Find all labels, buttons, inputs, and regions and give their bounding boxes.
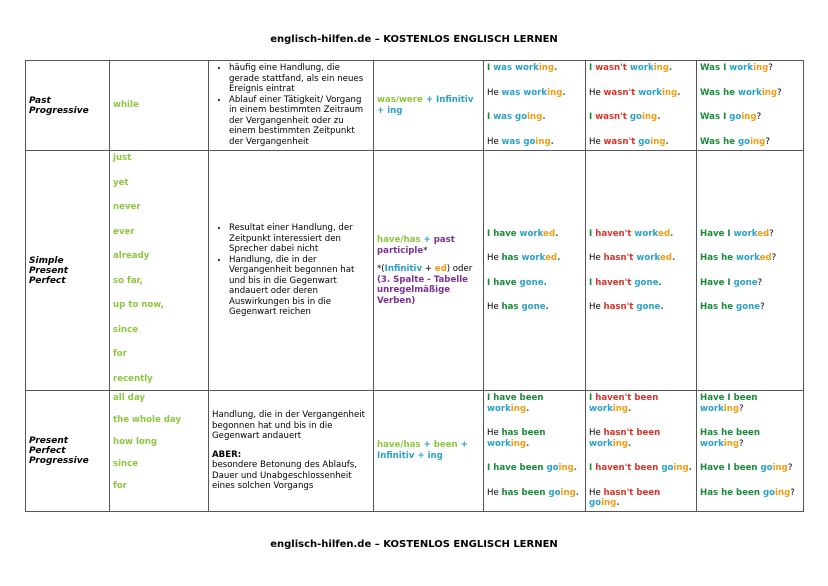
text-segment: work bbox=[629, 63, 654, 73]
text-segment: I bbox=[487, 112, 494, 122]
text-segment: He bbox=[487, 487, 502, 498]
text-segment: . bbox=[550, 136, 554, 147]
text-segment: ing bbox=[612, 438, 629, 449]
text-segment: He bbox=[589, 302, 604, 312]
example-sentence bbox=[700, 488, 800, 499]
text-segment: was go bbox=[501, 136, 536, 147]
tense-name: Past Progressive bbox=[26, 61, 110, 151]
text-segment: was/were bbox=[377, 95, 423, 105]
text-segment: . bbox=[526, 403, 530, 414]
text-segment: go bbox=[729, 112, 742, 122]
text-segment: gone bbox=[736, 302, 761, 312]
tense-name: Present Perfect Progressive bbox=[26, 391, 110, 512]
example-sentence bbox=[700, 302, 800, 313]
text-segment: ing bbox=[772, 463, 788, 473]
text-segment: He bbox=[487, 253, 502, 263]
text-segment: hasn't been bbox=[603, 487, 661, 498]
example-sentence bbox=[487, 278, 582, 289]
example-sentence bbox=[589, 137, 693, 148]
text-segment: He bbox=[487, 428, 502, 438]
text-segment: He bbox=[589, 487, 604, 498]
question-examples bbox=[697, 151, 804, 391]
text-segment: + bbox=[422, 95, 437, 105]
text-segment: hasn't bbox=[603, 253, 637, 263]
signal-words bbox=[110, 61, 209, 151]
text-segment: + bbox=[420, 440, 434, 451]
text-segment: . bbox=[575, 487, 579, 498]
text-segment: . bbox=[562, 87, 566, 98]
signal-word: just bbox=[113, 153, 132, 163]
question-examples bbox=[697, 61, 804, 151]
text-segment: ing bbox=[661, 87, 678, 98]
text-segment: . bbox=[688, 463, 692, 473]
text-segment: Infinitiv + ing bbox=[377, 450, 443, 461]
text-segment: gone bbox=[519, 277, 544, 288]
text-segment: Infinitiv + ing bbox=[377, 95, 474, 116]
text-segment: Have I bbox=[700, 228, 734, 239]
text-segment: ing bbox=[612, 403, 629, 414]
text-segment: I bbox=[589, 228, 596, 239]
text-segment: . bbox=[554, 63, 558, 73]
text-segment: ? bbox=[765, 136, 770, 147]
example-sentence bbox=[700, 428, 800, 449]
example-sentence bbox=[700, 88, 800, 99]
text-segment: work bbox=[487, 438, 511, 449]
signal-word: recently bbox=[113, 373, 153, 384]
text-segment: . bbox=[665, 136, 669, 147]
text-segment: He bbox=[589, 87, 604, 98]
text-segment: go bbox=[546, 463, 559, 473]
row-simple-present-perfect bbox=[26, 151, 804, 391]
page-footer: englisch-hilfen.de – KOSTENLOS ENGLISCH LERNEN bbox=[270, 539, 558, 550]
signal-word: for bbox=[113, 349, 127, 359]
text-segment: work bbox=[487, 403, 511, 414]
form-note bbox=[377, 264, 480, 275]
example-sentence bbox=[487, 112, 582, 123]
example-sentence bbox=[589, 488, 693, 509]
text-segment: have been bbox=[493, 463, 547, 473]
text-segment: wasn't bbox=[595, 112, 630, 122]
text-segment: have/has bbox=[377, 235, 421, 245]
text-segment: I bbox=[487, 277, 494, 288]
text-segment: He bbox=[589, 253, 604, 263]
text-segment: ing bbox=[775, 487, 791, 498]
text-segment: gone bbox=[636, 302, 661, 312]
text-segment: * bbox=[423, 245, 428, 256]
example-sentence bbox=[700, 278, 800, 289]
text-segment: ? bbox=[756, 112, 762, 122]
signal-word: how long bbox=[113, 437, 158, 447]
text-segment: work bbox=[733, 228, 758, 239]
text-segment: . bbox=[628, 438, 632, 449]
text-segment: wasn't bbox=[603, 87, 639, 98]
text-segment: ed bbox=[659, 253, 672, 263]
text-segment: He bbox=[487, 136, 502, 147]
text-segment: ed bbox=[543, 228, 556, 239]
text-segment: Was he bbox=[700, 136, 739, 147]
signal-word: while bbox=[113, 100, 139, 111]
text-segment: ing bbox=[750, 136, 766, 147]
text-segment: ing bbox=[510, 403, 527, 414]
text-segment: has bbox=[501, 302, 522, 312]
text-segment: ing bbox=[673, 463, 689, 473]
text-segment: haven't bbox=[595, 277, 635, 288]
text-segment: work bbox=[589, 403, 613, 414]
example-sentence bbox=[700, 463, 800, 474]
text-segment: work bbox=[736, 253, 760, 263]
text-segment: have been bbox=[493, 393, 544, 403]
usage bbox=[209, 391, 374, 512]
example-sentence bbox=[487, 63, 582, 74]
text-segment: Has he bbox=[700, 253, 737, 263]
example-sentence bbox=[589, 428, 693, 449]
text-segment: ed bbox=[657, 228, 670, 239]
text-segment: go bbox=[760, 463, 773, 473]
text-segment: . bbox=[660, 302, 664, 312]
example-sentence bbox=[589, 278, 693, 289]
example-sentence bbox=[700, 253, 800, 264]
text-segment: go bbox=[738, 136, 751, 147]
text-segment: ing bbox=[547, 87, 563, 98]
text-segment: ing bbox=[535, 136, 551, 147]
tenses-table bbox=[25, 60, 804, 512]
text-segment: work bbox=[638, 87, 662, 98]
text-segment: have bbox=[493, 228, 520, 239]
tense-name: Simple Present Perfect bbox=[26, 151, 110, 391]
text-segment: go bbox=[762, 487, 776, 498]
text-segment: ing bbox=[558, 463, 574, 473]
text-segment: . bbox=[657, 112, 661, 122]
example-sentence bbox=[487, 488, 582, 499]
text-segment: He bbox=[589, 136, 604, 147]
text-segment: ) oder bbox=[446, 264, 473, 274]
question-examples bbox=[697, 391, 804, 512]
text-segment: ed bbox=[545, 253, 558, 263]
signal-word: never bbox=[113, 202, 141, 212]
positive-examples bbox=[484, 61, 586, 151]
text-segment: Have I bbox=[700, 277, 734, 288]
text-segment: I bbox=[589, 63, 596, 73]
example-sentence bbox=[700, 229, 800, 240]
usage-item: • häufig eine Handlung, die gerade stattfand, als ein neues Ereignis eintrat bbox=[229, 63, 370, 95]
form bbox=[374, 61, 484, 151]
signal-words bbox=[110, 391, 209, 512]
text-segment: . bbox=[658, 277, 662, 288]
text-segment: Has he been bbox=[700, 428, 760, 438]
text-segment: work bbox=[738, 87, 762, 98]
negative-examples bbox=[586, 391, 697, 512]
text-segment: ing bbox=[560, 487, 576, 498]
text-segment: *( bbox=[377, 264, 385, 274]
example-sentence bbox=[589, 88, 693, 99]
text-segment: Has he been bbox=[700, 487, 763, 498]
text-segment: was work bbox=[493, 63, 539, 73]
text-segment: Was I bbox=[700, 63, 730, 73]
text-segment: . bbox=[543, 277, 547, 288]
text-segment: ? bbox=[768, 63, 773, 73]
text-segment: Was he bbox=[700, 87, 739, 98]
text-segment: work bbox=[636, 253, 660, 263]
text-segment: work bbox=[634, 228, 658, 239]
text-segment: work bbox=[521, 253, 546, 263]
usage-item: • Handlung, die in der Vergangenheit begonnen hat und bis in die Gegenwart andauert oder deren Auswirkungen bis in die Gegenwart reichen bbox=[229, 255, 370, 318]
text-segment: has been bbox=[501, 487, 549, 498]
signal-word: since bbox=[113, 459, 139, 469]
text-segment: ing bbox=[753, 63, 769, 73]
text-segment: work bbox=[729, 63, 754, 73]
text-segment: was go bbox=[493, 112, 528, 122]
example-sentence bbox=[589, 253, 693, 264]
example-sentence bbox=[487, 302, 582, 313]
form-note-2: (3. Spalte - Tabelle unregelmäßige Verben) bbox=[377, 274, 468, 306]
text-segment: go bbox=[589, 498, 602, 508]
usage-item: • Ablauf einer Tätigkeit/ Vorgang in einem bestimmten Zeitraum der Vergangenheit oder zu einem bestimmten Zeitpunkt der Vergangenheit bbox=[229, 95, 370, 148]
text-segment: + bbox=[420, 235, 434, 245]
text-segment: . bbox=[557, 253, 561, 263]
example-sentence bbox=[487, 428, 582, 449]
example-sentence bbox=[487, 137, 582, 148]
text-segment: gone bbox=[733, 277, 758, 288]
text-segment: ? bbox=[790, 487, 795, 498]
text-segment: go bbox=[661, 463, 674, 473]
text-segment: . bbox=[555, 228, 559, 239]
text-segment: work bbox=[700, 403, 724, 414]
text-segment: hasn't been bbox=[603, 428, 661, 438]
text-segment: . bbox=[526, 438, 530, 449]
text-segment: ? bbox=[739, 438, 744, 449]
example-sentence bbox=[700, 137, 800, 148]
text-segment: wasn't bbox=[595, 63, 630, 73]
text-segment: been bbox=[433, 440, 458, 451]
signal-word: up to now, bbox=[113, 300, 164, 310]
text-segment: He bbox=[589, 428, 604, 438]
text-segment: has been bbox=[501, 428, 546, 438]
signal-word: already bbox=[113, 251, 150, 261]
example-sentence bbox=[589, 463, 693, 474]
page-header: englisch-hilfen.de – KOSTENLOS ENGLISCH LERNEN bbox=[270, 34, 558, 45]
text-segment: work bbox=[519, 228, 544, 239]
text-segment: haven't been bbox=[595, 393, 659, 403]
negative-examples bbox=[586, 151, 697, 391]
text-segment: was work bbox=[501, 87, 548, 98]
usage-item: • Resultat einer Handlung, der Zeitpunkt interessiert den Sprecher dabei nicht bbox=[229, 223, 370, 255]
usage-text: Handlung, die in der Vergangenheit begonnen hat und bis in die Gegenwart andauert bbox=[212, 410, 365, 441]
text-segment: . bbox=[616, 498, 620, 508]
usage-text-2: besondere Betonung des Ablaufs, Dauer und Unabgeschlossenheit eines solchen Vorgangs bbox=[212, 460, 357, 491]
text-segment: Has he bbox=[700, 302, 737, 312]
text-segment: ing bbox=[601, 498, 617, 508]
text-segment: ? bbox=[760, 302, 765, 312]
text-segment: Was I bbox=[700, 112, 730, 122]
text-segment: . bbox=[573, 463, 578, 473]
text-segment: work bbox=[700, 438, 724, 449]
example-sentence bbox=[700, 63, 800, 74]
text-segment: ing bbox=[723, 403, 740, 414]
text-segment: hasn't bbox=[603, 302, 637, 312]
example-sentence bbox=[700, 112, 800, 123]
form-formula bbox=[377, 235, 480, 256]
text-segment: has bbox=[501, 253, 522, 263]
text-segment: ? bbox=[739, 403, 744, 414]
text-segment: . bbox=[668, 63, 673, 73]
text-segment: go bbox=[629, 112, 642, 122]
text-segment: He bbox=[487, 302, 502, 312]
negative-examples bbox=[586, 61, 697, 151]
text-segment: ing bbox=[761, 87, 778, 98]
text-segment: ing bbox=[538, 63, 555, 73]
text-segment: I bbox=[487, 63, 494, 73]
text-segment: gone bbox=[634, 277, 659, 288]
text-segment: go bbox=[548, 487, 561, 498]
form bbox=[374, 151, 484, 391]
text-segment: He bbox=[487, 87, 502, 98]
example-sentence bbox=[487, 229, 582, 240]
example-sentence bbox=[487, 88, 582, 99]
text-segment: ing bbox=[723, 438, 740, 449]
row-past-progressive bbox=[26, 61, 804, 151]
text-segment: . bbox=[542, 112, 546, 122]
usage-label: ABER: bbox=[212, 449, 242, 460]
signal-words bbox=[110, 151, 209, 391]
example-sentence bbox=[589, 63, 693, 74]
text-segment: Have I been bbox=[700, 393, 758, 403]
text-segment: ing bbox=[650, 136, 666, 147]
text-segment: I bbox=[589, 393, 596, 403]
example-sentence bbox=[487, 463, 582, 474]
row-present-perfect-progressive bbox=[26, 391, 804, 512]
text-segment: . bbox=[677, 87, 681, 98]
example-sentence bbox=[487, 253, 582, 264]
text-segment: I bbox=[589, 112, 596, 122]
text-segment: ing bbox=[653, 63, 669, 73]
signal-word: since bbox=[113, 324, 139, 335]
text-segment: . bbox=[628, 403, 632, 414]
text-segment: haven't been bbox=[595, 463, 662, 473]
text-segment: go bbox=[638, 136, 651, 147]
positive-examples bbox=[484, 151, 586, 391]
text-segment: Have I been bbox=[700, 463, 761, 473]
text-segment: ed bbox=[434, 264, 447, 274]
example-sentence bbox=[589, 302, 693, 313]
text-segment: ? bbox=[771, 253, 777, 263]
example-sentence bbox=[589, 229, 693, 240]
text-segment: ing bbox=[641, 112, 658, 122]
text-segment: + bbox=[422, 264, 435, 274]
signal-word: so far, bbox=[113, 275, 143, 286]
signal-word: ever bbox=[113, 226, 135, 237]
text-segment: I bbox=[589, 277, 596, 288]
example-sentence bbox=[589, 112, 693, 123]
usage bbox=[209, 61, 374, 151]
text-segment: ? bbox=[769, 228, 774, 239]
text-segment: ing bbox=[741, 112, 757, 122]
example-sentence bbox=[700, 393, 800, 414]
text-segment: ed bbox=[757, 228, 770, 239]
text-segment: I bbox=[487, 393, 494, 403]
text-segment: Infinitiv bbox=[384, 264, 423, 274]
text-segment: . bbox=[669, 228, 674, 239]
example-sentence bbox=[487, 393, 582, 414]
text-segment: wasn't bbox=[603, 136, 639, 147]
text-segment: ing bbox=[510, 438, 527, 449]
text-segment: haven't bbox=[595, 228, 635, 239]
text-segment: past participle bbox=[377, 235, 455, 256]
example-sentence bbox=[589, 393, 693, 414]
text-segment: ing bbox=[527, 112, 543, 122]
form bbox=[374, 391, 484, 512]
text-segment: ? bbox=[757, 277, 763, 288]
text-segment: I bbox=[487, 463, 494, 473]
signal-word: yet bbox=[113, 177, 129, 188]
text-segment: . bbox=[545, 302, 549, 312]
usage bbox=[209, 151, 374, 391]
text-segment: work bbox=[589, 438, 613, 449]
signal-word: for bbox=[113, 481, 127, 491]
text-segment: + bbox=[457, 440, 468, 451]
text-segment: ed bbox=[759, 253, 772, 263]
text-segment: . bbox=[671, 253, 676, 263]
signal-word: the whole day bbox=[113, 415, 182, 425]
text-segment: I bbox=[589, 463, 596, 473]
text-segment: I bbox=[487, 228, 494, 239]
text-segment: ? bbox=[787, 463, 793, 473]
text-segment: ? bbox=[777, 87, 782, 98]
signal-word: all day bbox=[113, 393, 145, 403]
text-segment: have/has bbox=[377, 440, 421, 451]
text-segment: have bbox=[493, 277, 520, 288]
positive-examples bbox=[484, 391, 586, 512]
text-segment: gone bbox=[521, 302, 546, 312]
